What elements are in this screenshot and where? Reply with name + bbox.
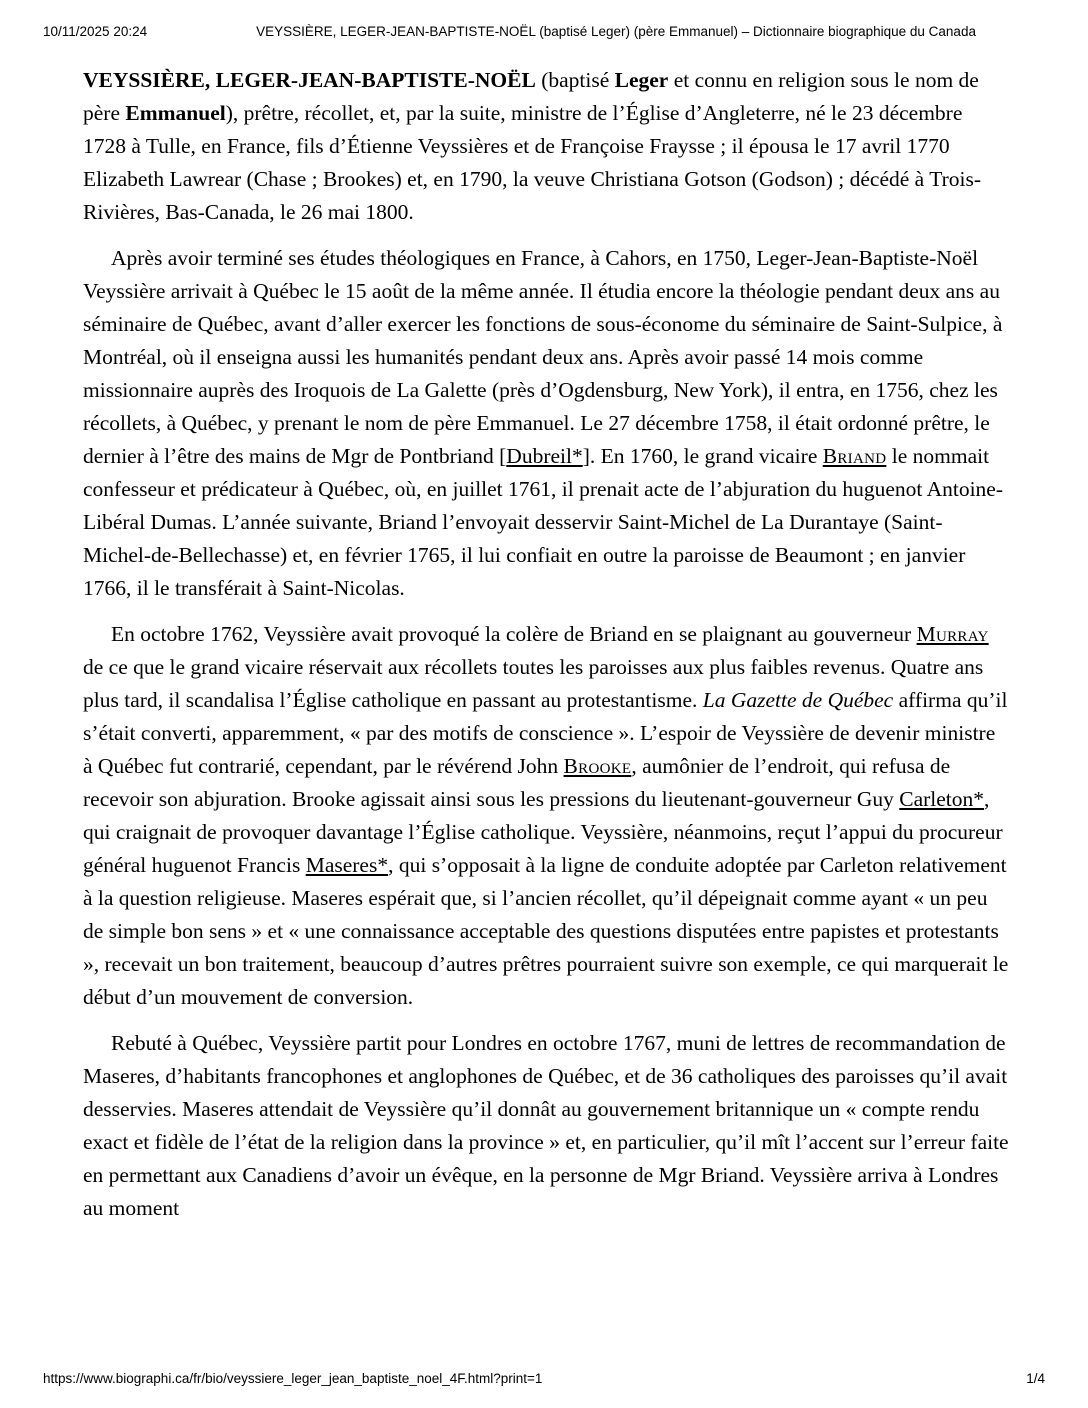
religion-name: Emmanuel	[125, 101, 226, 125]
text-run: le nommait confesseur et prédicateur à Québec, où, en juillet 1761, il prenait acte de l’abjuration du huguenot Antoine-Libéral Dumas. L’année suivante, Briand l’envoyait desservir Saint-Michel de La Durantaye (Saint-Michel-de-Bellechasse) et, en février 1765, il lui confiait en outre la paroisse de Beaumont ; en janvier 1766, il le transférait à Saint-Nicolas.	[83, 444, 1003, 600]
print-source-url: https://www.biographi.ca/fr/bio/veyssiere_leger_jean_baptiste_noel_4F.html?print=1	[43, 1371, 543, 1386]
text-run: Rebuté à Québec, Veyssière partit pour Londres en octobre 1767, muni de lettres de recommandation de Maseres, d’habitants francophones et anglophones de Québec, et de 36 catholiques des paroisses qu’il avait desservies. Maseres attendait de Veyssière qu’il donnât au gouvernement britannique un « compte rendu exact et fidèle de l’état de la religion dans la province » et, en particulier, qu’il mît l’accent sur l’erreur faite en permettant aux Canadiens d’avoir un évêque, en la personne de Mgr Briand. Veyssière arriva à Londres au moment	[83, 1031, 1009, 1220]
text-run: , aumônier de l’endroit, qui refusa de recevoir son abjuration. Brooke agissait ainsi sous les pressions du lieutenant-gouverneur Guy	[83, 754, 951, 811]
link-brooke[interactable]: Brooke	[563, 754, 632, 778]
text-run: En octobre 1762, Veyssière avait provoqué la colère de Briand en se plaignant au gouverneur	[111, 622, 917, 646]
paragraph-conversion	[83, 618, 1009, 1014]
text-run: ), prêtre, récollet, et, par la suite, ministre de l’Église d’Angleterre, né le 23 décembre 1728 à Tulle, en France, fils d’Étienne Veyssières et de Françoise Fraysse ; il épousa le 17 avril 1770 Elizabeth Lawrear (Chase ; Brookes) et, en 1790, la veuve Christiana Gotson (Godson) ; décédé à Trois-Rivières, Bas-Canada, le 26 mai 1800.	[83, 101, 981, 224]
page-number-indicator: 1/4	[1026, 1371, 1045, 1386]
print-footer	[43, 1371, 1045, 1386]
paragraph-early-career	[83, 242, 1009, 605]
text-run: ]. En 1760, le grand vicaire	[582, 444, 823, 468]
text-run: de ce que le grand vicaire réservait aux récollets toutes les paroisses aux plus faibles revenus. Quatre ans plus tard, il scandalisa l’Église catholique en passant au protestantisme.	[83, 655, 984, 712]
print-datetime: 10/11/2025 20:24	[43, 24, 148, 39]
link-briand[interactable]: Briand	[822, 444, 887, 468]
paragraph-london-trip	[83, 1027, 1009, 1225]
text-run: , qui craignait de provoquer davantage l’Église catholique. Veyssière, néanmoins, reçut l’appui du procureur général huguenot Francis	[83, 787, 1003, 877]
print-document-title: VEYSSIÈRE, LEGER-JEAN-BAPTISTE-NOËL (baptisé Leger) (père Emmanuel) – Dictionnaire biographique du Canada	[256, 24, 976, 39]
print-header	[43, 24, 1045, 39]
text-run: affirma qu’il s’était converti, apparemment, « par des motifs de conscience ». L’espoir de Veyssière de devenir ministre à Québec fut contrarié, cependant, par le révérend John	[83, 688, 1008, 778]
text-run: Après avoir terminé ses études théologiques en France, à Cahors, en 1750, Leger-Jean-Baptiste-Noël Veyssière arrivait à Québec le 15 août de la même année. Il étudia encore la théologie pendant deux ans au séminaire de Québec, avant d’aller exercer les fonctions de sous-économe du séminaire de Saint-Sulpice, à Montréal, où il enseigna aussi les humanités pendant deux ans. Après avoir passé 14 mois comme missionnaire auprès des Iroquois de La Galette (près d’Ogdensburg, New York), il entra, en 1756, chez les récollets, à Québec, y prenant le nom de père Emmanuel. Le 27 décembre 1758, il était ordonné prêtre, le dernier à l’être des mains de Mgr de Pontbriand [	[83, 246, 1003, 468]
text-run: , qui s’opposait à la ligne de conduite adoptée par Carleton relativement à la question religieuse. Maseres espérait que, si l’ancien récollet, qu’il dépeignait comme ayant « un peu de simple bon sens » et « une connaissance acceptable des questions disputées entre papistes et protestants », recevait un bon traitement, beaucoup d’autres prêtres pourraient suivre son exemple, ce qui marquerait le début d’un mouvement de conversion.	[83, 853, 1009, 1009]
link-murray[interactable]: Murray	[916, 622, 989, 646]
baptism-name: Leger	[614, 68, 669, 92]
text-run: (baptisé	[535, 68, 615, 92]
paragraph-bio-summary	[83, 64, 1009, 229]
article-body	[83, 64, 1009, 1238]
link-carleton[interactable]: Carleton*	[899, 787, 985, 811]
subject-name: VEYSSIÈRE, LEGER-JEAN-BAPTISTE-NOËL	[83, 68, 536, 92]
text-run: et connu en religion sous le nom de père	[83, 68, 979, 125]
link-dubreil[interactable]: Dubreil*	[506, 444, 583, 468]
gazette-title: La Gazette de Québec	[702, 688, 894, 712]
link-maseres[interactable]: Maseres*	[305, 853, 389, 877]
